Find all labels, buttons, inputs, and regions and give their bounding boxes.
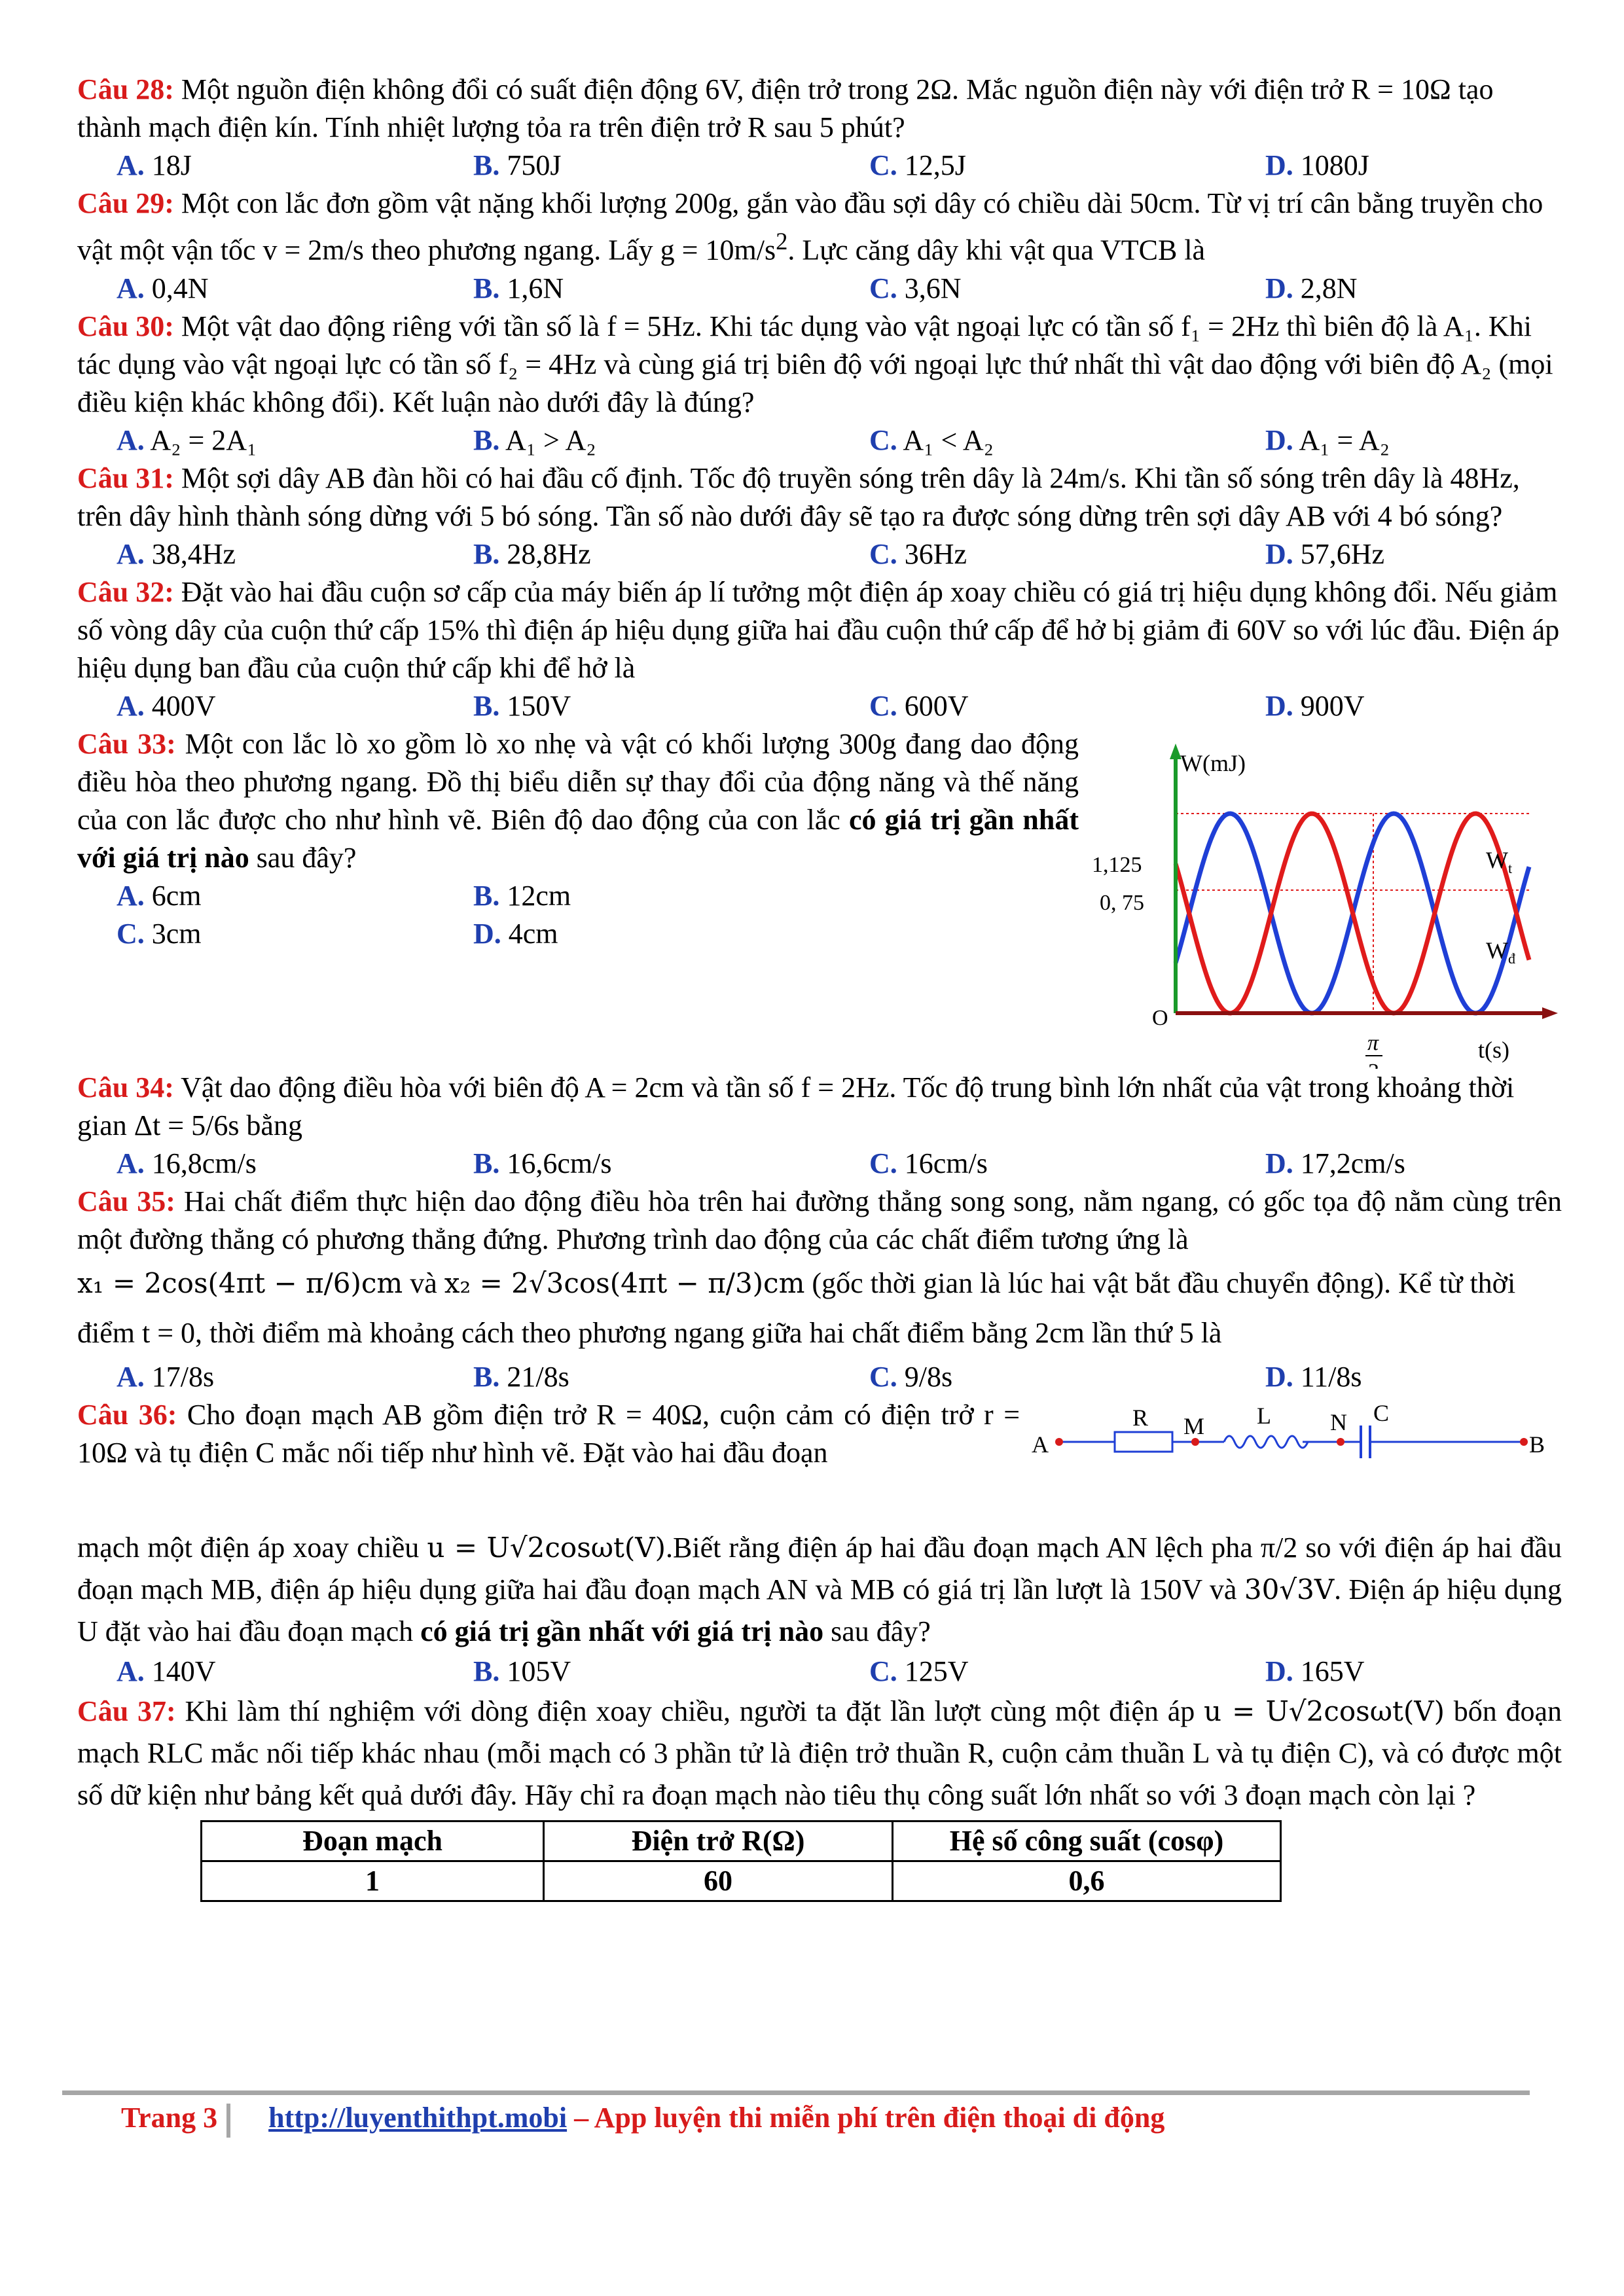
option-d: D. 165V <box>1265 1655 1365 1687</box>
label-A: A <box>1032 1431 1049 1458</box>
question-30 <box>77 308 1562 422</box>
label-C: C <box>1373 1399 1390 1426</box>
circuit-diagram <box>1020 1396 1562 1527</box>
equation-u: u = U√2cosωt(V) <box>1204 1695 1445 1727</box>
question-label: Câu 37: <box>77 1695 176 1727</box>
options-29 <box>77 270 1562 308</box>
question-label: Câu 34: <box>77 1071 174 1103</box>
question-text: Một nguồn điện không đổi có suất điện động 6V, điện trở trong 2Ω. Mắc nguồn điện này với điện trở R = 10Ω tạo thành mạch điện kín. Tính nhiệt lượng tỏa ra trên điện trở R sau 5 phút? <box>77 73 1494 143</box>
options-32 <box>77 687 1562 725</box>
x-tick-pi: π <box>1367 1030 1379 1055</box>
option-a: A. 16,8cm/s <box>117 1147 257 1179</box>
question-text: Đặt vào hai đầu cuộn sơ cấp của máy biến áp lí tưởng một điện áp xoay chiều có giá trị hiệu dụng không đổi. Nếu giảm số vòng dây của cuộn thứ cấp 15% thì điện áp hiệu dụng giữa hai đầu cuộn thứ cấp để hở bị giảm đi 60V so với lúc đầu. Điện áp hiệu dụng ban đầu của cuộn thứ cấp khi để hở là <box>77 575 1560 684</box>
wt-label: $W_t$ <box>1486 846 1513 876</box>
equation-u: u = U√2cosωt(V) <box>427 1531 666 1564</box>
option-c: C. 9/8s <box>869 1360 953 1393</box>
option-a: A. 6cm <box>117 879 202 912</box>
equation-x2: x₂ = 2√3cos(4πt − π/3)cm <box>444 1266 805 1299</box>
resistor-R <box>1115 1432 1172 1452</box>
question-label: Câu 30: <box>77 310 174 342</box>
option-b: B. 750J <box>473 149 562 181</box>
options-31 <box>77 535 1562 573</box>
energy-graph <box>1079 725 1562 1069</box>
label-M: M <box>1183 1412 1205 1439</box>
question-label: Câu 28: <box>77 73 174 105</box>
cell-power-factor: 0,6 <box>893 1861 1281 1901</box>
question-34 <box>77 1069 1562 1145</box>
question-36 <box>77 1396 1562 1527</box>
question-33 <box>77 725 1562 1069</box>
results-table <box>200 1820 1282 1902</box>
wd-label: $W_đ$ <box>1486 937 1515 967</box>
y-tick-075: 0, 75 <box>1100 890 1144 915</box>
option-c: C. A₁ < A₂ <box>869 423 994 456</box>
footer-tagline: – App luyện thi miễn phí trên điện thoại di động <box>567 2102 1165 2134</box>
option-d: D. 4cm <box>473 917 558 950</box>
conjunction: và <box>410 1266 437 1299</box>
option-c: C. 3cm <box>117 917 202 950</box>
question-text: Vật dao động điều hòa với biên độ A = 2cm và tần số f = 2Hz. Tốc độ trung bình lớn nhất của vật trong khoảng thời gian Δt = 5/6s bằng <box>77 1071 1515 1141</box>
y-axis-label: W(mJ) <box>1180 749 1246 776</box>
options-35 <box>77 1358 1562 1396</box>
question-text: Một vật dao động riêng với tần số là f = 5Hz. Khi tác dụng vào vật ngoại lực có tần số f₁ = 2Hz thì biên độ là A₁. Khi tác dụng vào vật ngoại lực có tần số f₂ = 4Hz và cùng giá trị biên độ với ngoại lực thứ nhất thì vật dao động với biên độ A₂ (mọi điều kiện khác không đổi). Kết luận nào dưới đây là đúng? <box>77 310 1553 418</box>
site-link[interactable]: http://luyenthithpt.mobi <box>268 2102 568 2134</box>
header-resistance: Điện trở R(Ω) <box>544 1821 893 1861</box>
option-c: C. 36Hz <box>869 537 967 570</box>
question-text-end: sau đây? <box>823 1615 931 1647</box>
question-text: Hai chất điểm thực hiện dao động điều hòa trên hai đường thẳng song song, nằm ngang, có gốc tọa độ nằm cùng trên một đường thẳng có phương thẳng đứng. Phương trình dao động của các chất điểm tương ứng là <box>77 1185 1562 1255</box>
question-text-end: . Lực căng dây khi vật qua VTCB là <box>787 234 1206 266</box>
question-emphasis: có giá trị gần nhất với giá trị nào <box>77 803 1079 874</box>
option-d: D. 2,8N <box>1265 272 1358 304</box>
option-d: D. 17,2cm/s <box>1265 1147 1405 1179</box>
question-label: Câu 29: <box>77 187 174 219</box>
footer-separator <box>226 2104 230 2138</box>
question-text: Một con lắc đơn gồm vật nặng khối lượng 200g, gắn vào đầu sợi dây có chiều dài 50cm. Từ vị trí cân bằng truyền cho vật một vận tốc v = 2m/s theo phương ngang. Lấy g = 10m/s <box>77 187 1543 266</box>
table-row <box>202 1861 1281 1901</box>
question-label: Câu 36: <box>77 1398 177 1431</box>
question-text-end: bốn đoạn mạch RLC mắc nối tiếp khác nhau (mỗi mạch có 3 phần tử là điện trở thuần R, cuộn cảm thuần L và tụ điện C), và có được một số dữ kiện như bảng kết quả dưới đây. Hãy chỉ ra đoạn mạch nào tiêu thụ công suất lớn nhất so với 3 đoạn mạch còn lại ? <box>77 1695 1562 1811</box>
option-b: B. 28,8Hz <box>473 537 591 570</box>
question-label: Câu 33: <box>77 727 176 760</box>
page-footer <box>121 2101 1164 2138</box>
option-b: B. 12cm <box>473 879 571 912</box>
footer-divider <box>62 2090 1530 2095</box>
option-b: B. 21/8s <box>473 1360 569 1393</box>
capacitor-gap <box>1361 1426 1370 1458</box>
label-R: R <box>1132 1404 1149 1431</box>
cell-circuit: 1 <box>202 1861 544 1901</box>
question-28 <box>77 71 1562 147</box>
options-36 <box>77 1653 1562 1691</box>
question-31 <box>77 459 1562 535</box>
question-text: mạch một điện áp xoay chiều <box>77 1531 420 1564</box>
option-a: A. 400V <box>117 689 216 722</box>
superscript: 2 <box>776 228 788 255</box>
question-36-body <box>77 1527 1562 1653</box>
option-c: C. 125V <box>869 1655 969 1687</box>
options-30 <box>77 422 1562 459</box>
option-b: B. 1,6N <box>473 272 564 304</box>
x-axis-arrow <box>1542 1007 1558 1019</box>
node-B <box>1520 1438 1528 1446</box>
x-tick-3 <box>1368 1060 1379 1069</box>
wd-curve <box>1176 814 1529 1013</box>
label-L: L <box>1257 1402 1271 1429</box>
label-N: N <box>1330 1408 1347 1435</box>
option-a: A. 38,4Hz <box>117 537 236 570</box>
equation-x1: x₁ = 2cos(4πt − π/6)cm <box>77 1266 403 1299</box>
question-text-end: sau đây? <box>249 841 357 874</box>
option-d: D. 57,6Hz <box>1265 537 1385 570</box>
node-A <box>1055 1438 1063 1446</box>
option-a: A. 18J <box>117 149 192 181</box>
option-a: A. 140V <box>117 1655 216 1687</box>
question-text-3: . Điện áp hiệu dụng U đặt vào hai đầu đoạn mạch <box>77 1573 1562 1647</box>
x-axis-label: t(s) <box>1478 1036 1509 1063</box>
options-34 <box>77 1145 1562 1183</box>
option-c: C. 3,6N <box>869 272 962 304</box>
option-d: D. A₁ = A₂ <box>1265 423 1390 456</box>
option-c: C. 600V <box>869 689 969 722</box>
question-text: Một sợi dây AB đàn hồi có hai đầu cố định. Tốc độ truyền sóng trên dây là 24m/s. Khi tần số sóng trên dây là 48Hz, trên dây hình thành sóng dừng với 5 bó sóng. Tần số nào dưới đây sẽ tạo ra được sóng dừng trên sợi dây AB với 4 bó sóng? <box>77 461 1520 532</box>
table-header-row <box>202 1821 1281 1861</box>
question-37 <box>77 1691 1562 1816</box>
page-number: Trang 3 <box>121 2102 218 2134</box>
question-35 <box>77 1183 1562 1259</box>
option-c: C. 12,5J <box>869 149 966 181</box>
question-emphasis: có giá trị gần nhất với giá trị nào <box>420 1615 824 1647</box>
option-b: B. 105V <box>473 1655 571 1687</box>
option-c: C. 16cm/s <box>869 1147 988 1179</box>
question-label: Câu 31: <box>77 461 174 494</box>
origin-label: O <box>1152 1005 1168 1030</box>
question-label: Câu 35: <box>77 1185 175 1217</box>
question-text: Cho đoạn mạch AB gồm điện trở R = 40Ω, cuộn cảm có điện trở r = 10Ω và tụ điện C mắc nối tiếp như hình vẽ. Đặt vào hai đầu đoạn <box>77 1398 1020 1469</box>
y-tick-1125: 1,125 <box>1092 852 1142 877</box>
header-circuit: Đoạn mạch <box>202 1821 544 1861</box>
question-32 <box>77 573 1562 687</box>
value-mb: 30√3V <box>1244 1573 1335 1605</box>
option-d: D. 11/8s <box>1265 1360 1362 1393</box>
question-text: Một con lắc lò xo gồm lò xo nhẹ và vật có khối lượng 300g đang dao động điều hòa theo phương ngang. Đồ thị biểu diễn sự thay đổi của động năng và thế năng của con lắc được cho như hình vẽ. Biên độ dao động của con lắc <box>77 727 1079 836</box>
exam-page <box>77 71 1562 1902</box>
options-28 <box>77 147 1562 185</box>
node-N <box>1337 1438 1344 1446</box>
option-d: D. 1080J <box>1265 149 1369 181</box>
option-d: D. 900V <box>1265 689 1365 722</box>
option-a: A. 0,4N <box>117 272 209 304</box>
option-b: B. 150V <box>473 689 571 722</box>
option-b: B. 16,6cm/s <box>473 1147 612 1179</box>
option-a: A. A₂ = 2A₁ <box>117 423 257 456</box>
question-29 <box>77 185 1562 270</box>
options-33-row2 <box>77 915 1079 953</box>
question-text-2: .Biết rằng điện áp hai đầu đoạn mạch AN lệch pha π/2 so với điện áp hai đầu đoạn mạch MB, điện áp hiệu dụng giữa hai đầu đoạn mạch AN và MB có giá trị lần lượt là 150V và <box>77 1531 1562 1605</box>
question-text-end: (gốc thời gian là lúc hai vật bắt đầu chuyển động). Kể từ thời điểm t = 0, thời điểm mà khoảng cách theo phương ngang giữa hai chất điểm bằng 2cm lần thứ 5 là <box>77 1266 1516 1349</box>
option-b: B. A₁ > A₂ <box>473 423 596 456</box>
label-B: B <box>1529 1431 1545 1458</box>
option-a: A. 17/8s <box>117 1360 215 1393</box>
header-power-factor: Hệ số công suất (cosφ) <box>893 1821 1281 1861</box>
cell-resistance: 60 <box>544 1861 893 1901</box>
question-label: Câu 32: <box>77 575 174 608</box>
options-33-row1 <box>77 877 1079 915</box>
question-text: Khi làm thí nghiệm với dòng điện xoay chiều, người ta đặt lần lượt cùng một điện áp <box>185 1695 1195 1727</box>
question-35-equations <box>77 1259 1562 1358</box>
